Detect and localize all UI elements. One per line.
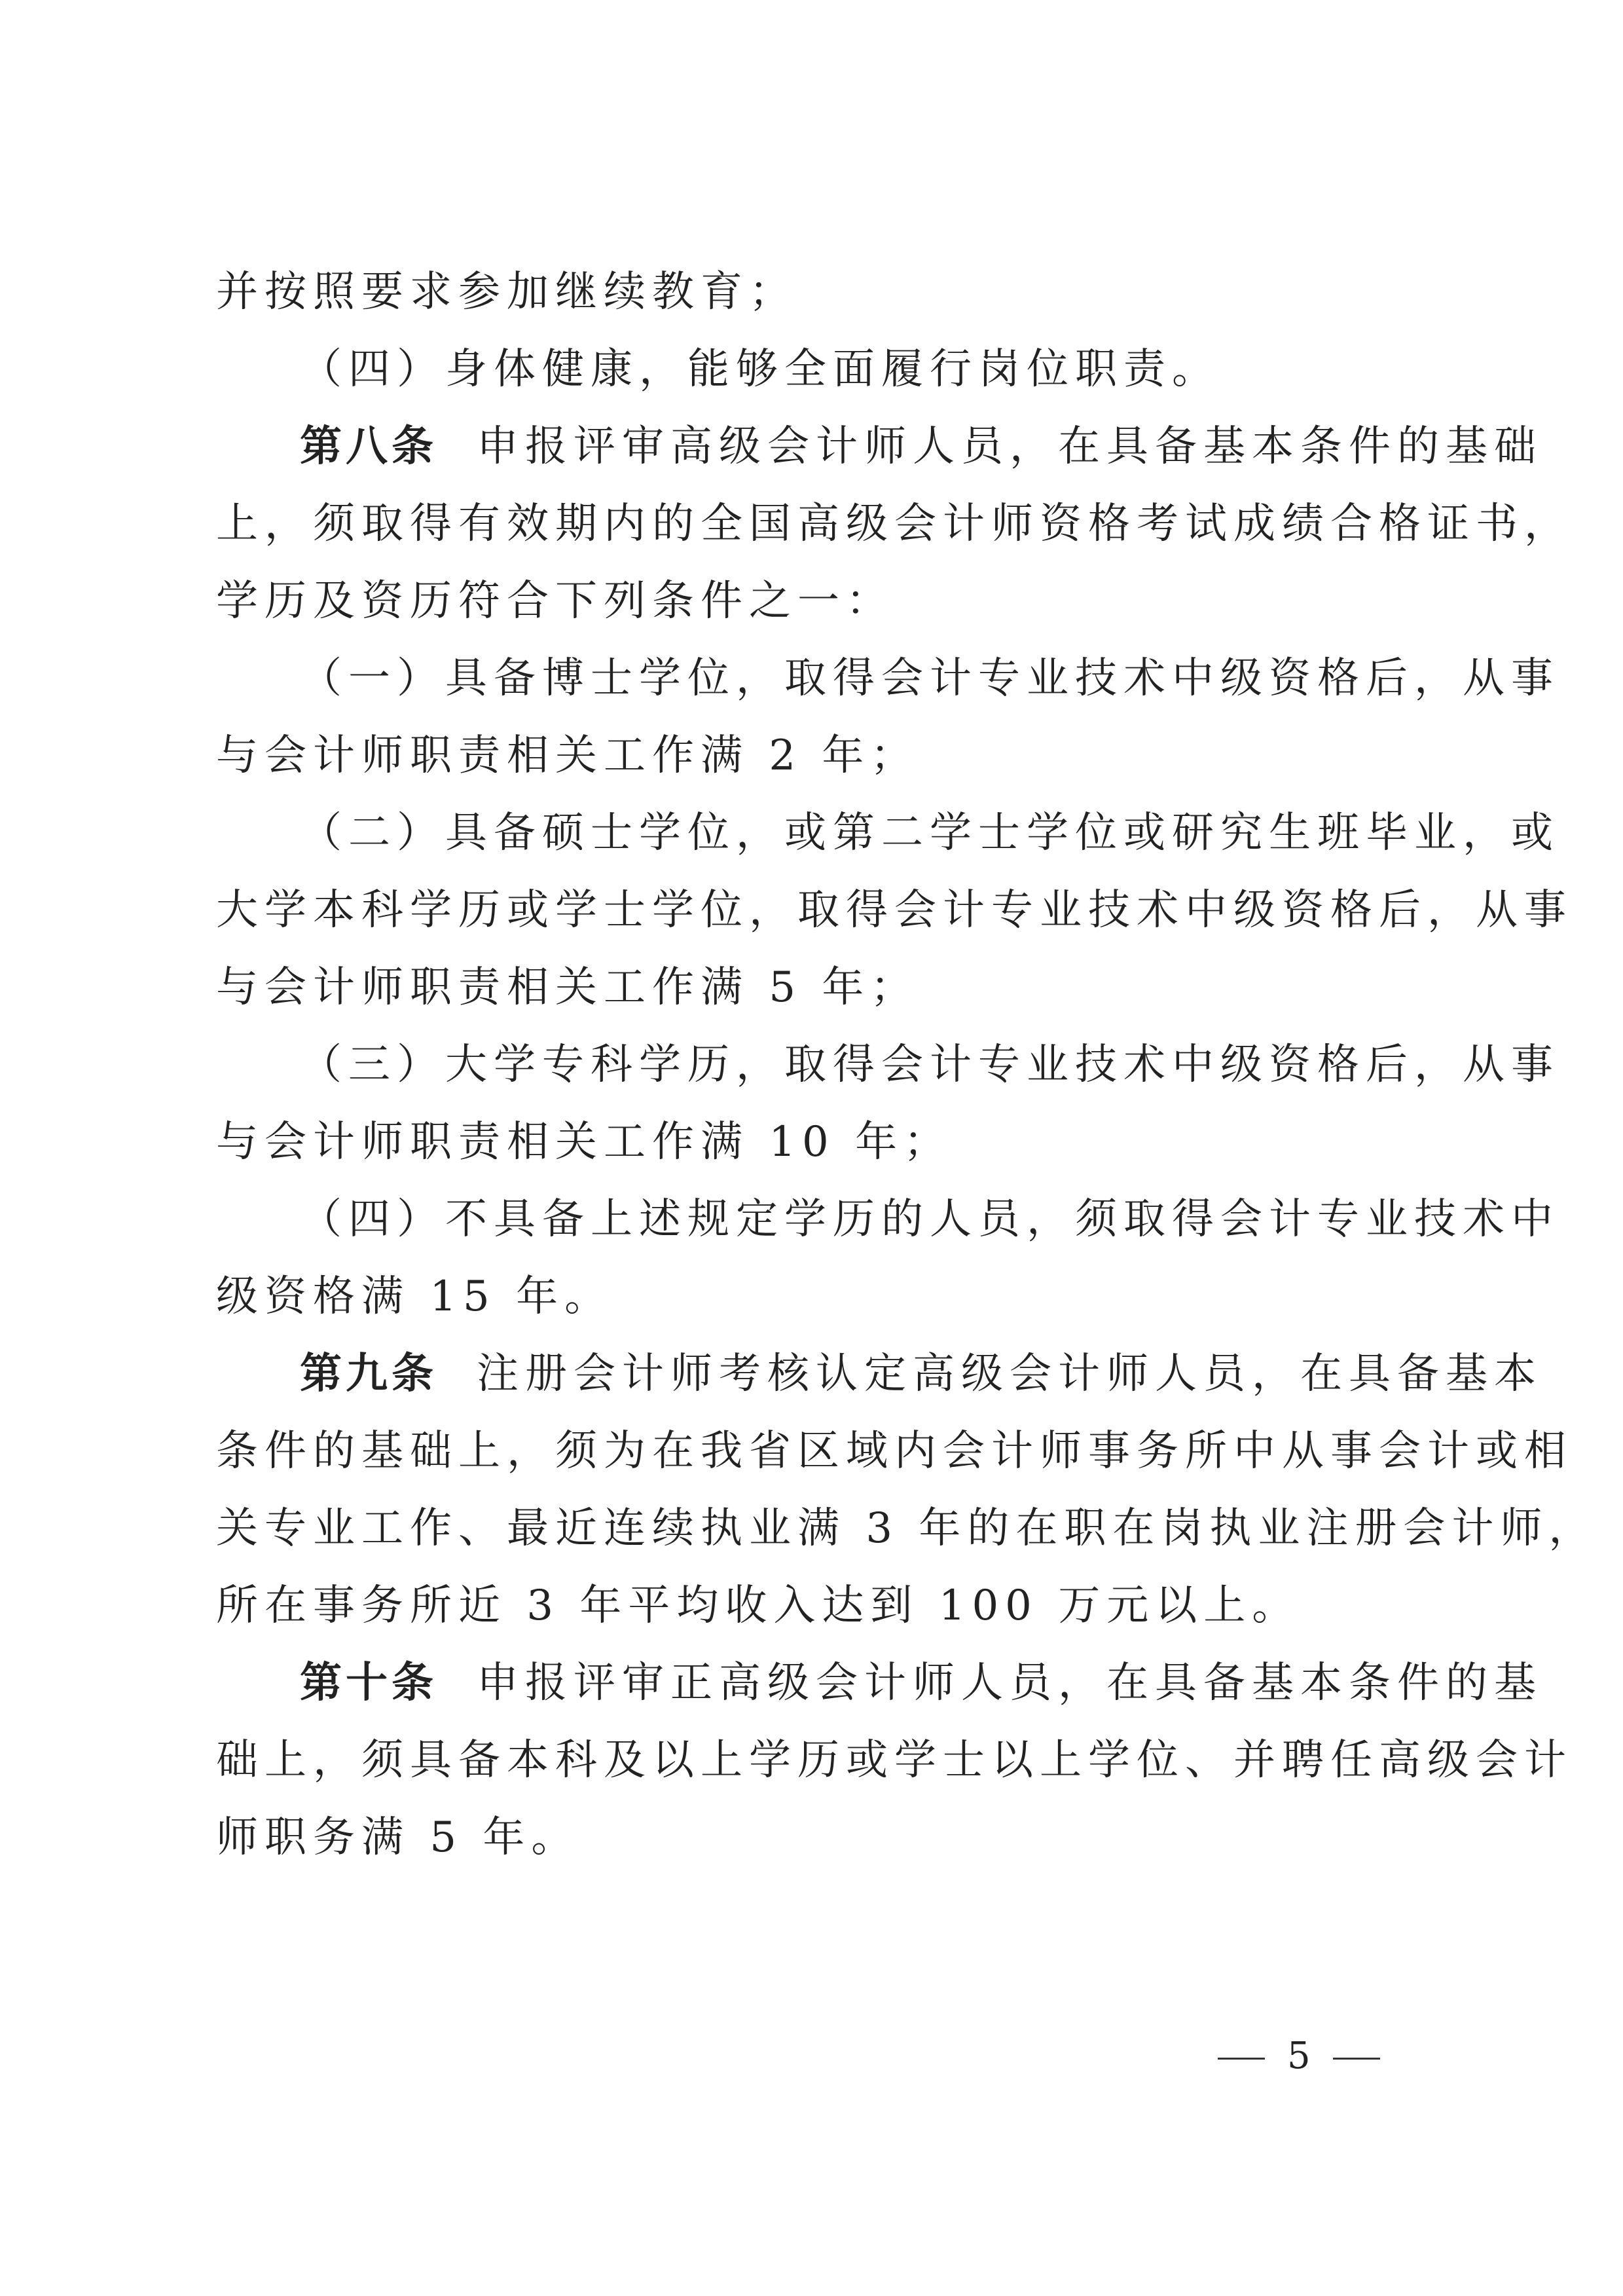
line-text: （四）身体健康，能够全面履行岗位职责。 bbox=[300, 345, 1220, 394]
line-text: 学历及资历符合下列条件之一： bbox=[216, 577, 894, 625]
text-line bbox=[0, 485, 1623, 563]
text-line bbox=[0, 871, 1623, 950]
text-line bbox=[0, 1180, 1623, 1259]
line-text: 所在事务所近 3 年平均收入达到 100 万元以上。 bbox=[216, 1582, 1301, 1630]
article-heading: 第八条 bbox=[300, 422, 437, 471]
line-text: 申报评审正高级会计师人员，在具备基本条件的基 bbox=[477, 1659, 1542, 1707]
text-line bbox=[0, 948, 1623, 1027]
page-number-value: 5 bbox=[1287, 2035, 1311, 2077]
article-heading: 第十条 bbox=[300, 1659, 437, 1707]
line-text: （一）具备博士学位，取得会计专业技术中级资格后，从事 bbox=[300, 654, 1559, 703]
line-text: 上，须取得有效期内的全国高级会计师资格考试成绩合格证书， bbox=[216, 500, 1573, 548]
line-text: 与会计师职责相关工作满 2 年； bbox=[216, 731, 919, 780]
line-text: 条件的基础上，须为在我省区域内会计师事务所中从事会计或相 bbox=[216, 1427, 1573, 1475]
line-text: 与会计师职责相关工作满 10 年； bbox=[216, 1118, 953, 1166]
line-text: 级资格满 15 年。 bbox=[216, 1272, 613, 1321]
text-line bbox=[0, 253, 1623, 331]
article-9-heading-line bbox=[0, 1335, 1623, 1413]
article-heading: 第九条 bbox=[300, 1350, 437, 1398]
line-text: 与会计师职责相关工作满 5 年； bbox=[216, 963, 919, 1012]
text-line bbox=[0, 1798, 1623, 1877]
line-text: （四）不具备上述规定学历的人员，须取得会计专业技术中 bbox=[300, 1195, 1559, 1244]
text-line bbox=[0, 716, 1623, 795]
line-text: 关专业工作、最近连续执业满 3 年的在职在岗执业注册会计师， bbox=[216, 1504, 1597, 1553]
text-line bbox=[0, 1489, 1623, 1568]
line-text: 申报评审高级会计师人员，在具备基本条件的基础 bbox=[477, 422, 1542, 471]
line-text: （三）大学专科学历，取得会计专业技术中级资格后，从事 bbox=[300, 1041, 1559, 1089]
text-line bbox=[0, 1412, 1623, 1491]
line-text: 础上，须具备本科及以上学历或学士以上学位、并聘任高级会计 bbox=[216, 1736, 1573, 1785]
line-text: 并按照要求参加继续教育； bbox=[216, 268, 797, 316]
page-number-left-dash bbox=[1218, 2058, 1265, 2060]
page-number bbox=[1218, 2017, 1380, 2096]
text-line bbox=[0, 562, 1623, 640]
text-line bbox=[0, 639, 1623, 718]
text-line bbox=[0, 1103, 1623, 1181]
line-text: 师职务满 5 年。 bbox=[216, 1813, 580, 1862]
line-text: （二）具备硕士学位，或第二学士学位或研究生班毕业，或 bbox=[300, 809, 1559, 857]
text-line bbox=[0, 1026, 1623, 1104]
text-line bbox=[0, 1566, 1623, 1645]
page-number-right-dash bbox=[1333, 2058, 1380, 2060]
article-10-heading-line bbox=[0, 1644, 1623, 1722]
text-line bbox=[0, 794, 1623, 872]
line-text: 大学本科学历或学士学位，取得会计专业技术中级资格后，从事 bbox=[216, 886, 1573, 935]
text-line bbox=[0, 1257, 1623, 1336]
line-text: 注册会计师考核认定高级会计师人员，在具备基本 bbox=[477, 1350, 1542, 1398]
text-line bbox=[0, 1721, 1623, 1800]
text-line bbox=[0, 330, 1623, 409]
article-8-heading-line bbox=[0, 407, 1623, 486]
